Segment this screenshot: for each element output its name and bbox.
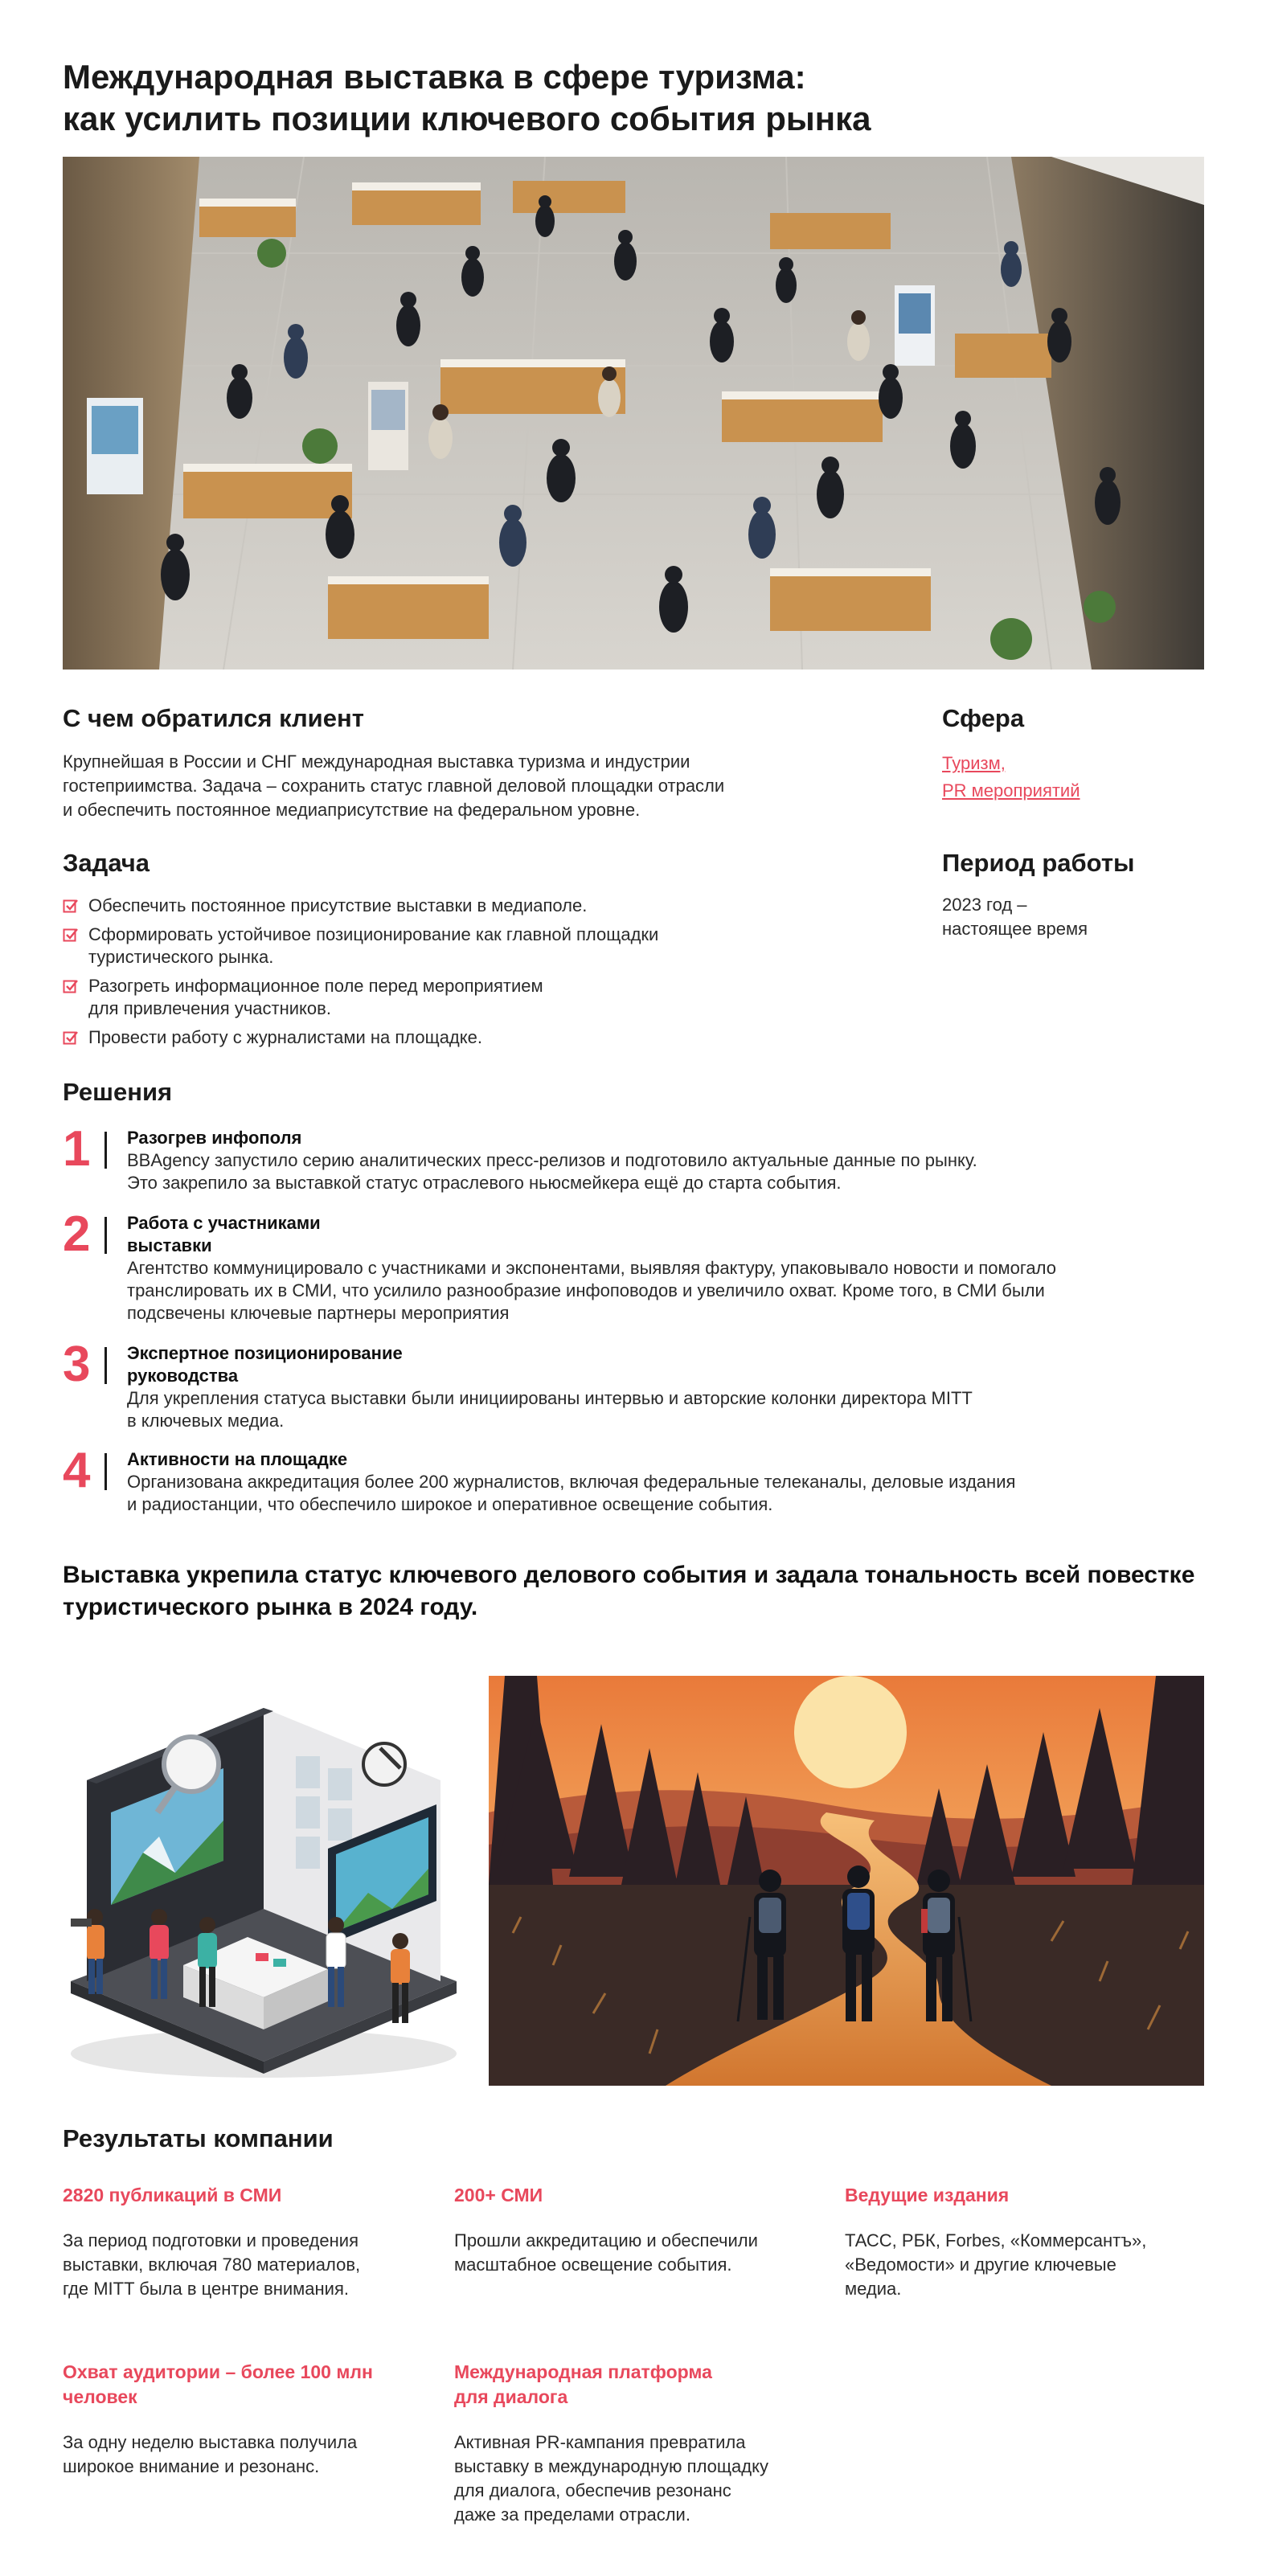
solution-divider [104,1347,107,1384]
solution-item [63,1337,1204,1432]
checkbox-checked-icon [63,898,79,914]
checkbox-checked-icon [63,927,79,943]
solution-number: 1 [63,1121,91,1177]
page-title-line-2: как усилить позиции ключевого события рынка [63,100,871,137]
solution-title-line-2: руководства [127,1366,239,1386]
result-title: 2820 публикаций в СМИ [63,2185,282,2205]
solution-item [63,1443,1204,1516]
result-description: Активная PR-кампания превратила выставку в международную площадку для диалога, обеспечив резонанс даже за пределами отрасли. [454,2432,768,2525]
conclusion-line-1: Выставка укрепила статус ключевого делового события и задала тональность всей повестке [63,1562,1195,1588]
work-period-value [942,893,1199,941]
checkbox-checked-icon [63,978,79,994]
solution-divider [104,1453,107,1490]
result-card [63,2183,432,2301]
client-request-line-1: Крупнейшая в России и СНГ международная выставка туризма и индустрии [63,752,690,772]
result-title: Охват аудитории – более 100 млн человек [63,2361,373,2407]
solution-title: Активности на площадке [127,1449,348,1469]
hero-exhibition-photo [63,157,1204,670]
client-request-text [63,750,867,822]
result-description: За одну неделю выставка получила широкое внимание и резонанс. [63,2432,358,2476]
task-section [63,848,867,1055]
sphere-section [942,703,1199,805]
solution-number: 3 [63,1337,91,1392]
solution-divider [104,1132,107,1169]
solution-text-line: Агентство коммуницировало с участниками и экспонентами, выявляя фактуру, упаковывало новости и помогало [127,1258,1056,1278]
solution-item [63,1121,1204,1194]
task-item: Обеспечить постоянное присутствие выставки в медиаполе. [63,895,867,917]
solution-text-line: Для укрепления статуса выставки были инициированы интервью и авторские колонки директора MITT [127,1388,973,1408]
solution-text-line: BBAgency запустило серию аналитических пресс-релизов и подготовило актуальные данные по рынку. [127,1150,977,1170]
solution-title: Разогрев инфополя [127,1128,302,1148]
task-heading: Задача [63,849,150,877]
work-period-heading: Период работы [942,849,1135,877]
results-section [63,2123,1204,2525]
task-item: Провести работу с журналистами на площадке. [63,1026,867,1049]
solution-title: Работа с участниками [127,1213,321,1233]
task-item: Сформировать устойчивое позиционирование как главной площадки туристического рынка. [63,924,867,969]
work-period-section [942,848,1199,941]
client-request-line-3: и обеспечить постоянное медиаприсутствие на федеральном уровне. [63,800,641,820]
page-title-line-1: Международная выставка в сфере туризма: [63,58,806,96]
result-title: Ведущие издания [845,2185,1010,2205]
conclusion-statement [63,1559,1204,1624]
solution-title: Экспертное позиционирование [127,1343,403,1363]
solution-text-line: и радиостанции, что обеспечило широкое и оперативное освещение события. [127,1494,773,1514]
result-title: 200+ СМИ [454,2185,543,2205]
result-description: За период подготовки и проведения выставки, включая 780 материалов, где MITT была в центре внимания. [63,2230,361,2299]
checkbox-checked-icon [63,1030,79,1046]
client-request-section [63,703,867,822]
solutions-section [63,1077,1204,1514]
result-card [454,2360,824,2527]
solution-text-line: Это закрепило за выставкой статус отраслевого ньюсмейкера ещё до старта события. [127,1173,842,1193]
solution-text-line: в ключевых медиа. [127,1411,285,1431]
task-list [63,895,867,1049]
sphere-link-tourism[interactable]: Туризм, [942,753,1006,773]
work-period-line-1: 2023 год – [942,895,1027,915]
result-card [63,2360,432,2479]
conclusion-line-2: туристического рынка в 2024 году. [63,1594,478,1620]
solution-text-line: транслировать их в СМИ, что усилило разнообразие инфоповодов и увеличило охват. Кроме того, в СМИ были [127,1280,1045,1300]
solution-divider [104,1217,107,1254]
solution-number: 2 [63,1206,91,1262]
result-description: Прошли аккредитацию и обеспечили масштабное освещение события. [454,2230,758,2275]
sphere-heading: Сфера [942,704,1025,732]
solution-text-line: подсвечены ключевые партнеры мероприятия [127,1303,510,1323]
result-description: ТАСС, РБК, Forbes, «Коммерсантъ», «Ведомости» и другие ключевые медиа. [845,2230,1147,2299]
solution-text-line: Организована аккредитация более 200 журналистов, включая федеральные телеканалы, деловые издания [127,1472,1016,1492]
sphere-link-event-pr[interactable]: PR мероприятий [942,780,1080,801]
client-request-line-2: гостеприимства. Задача – сохранить статус главной деловой площадки отрасли [63,776,725,796]
solution-number: 4 [63,1443,91,1498]
solution-title-line-2: выставки [127,1235,212,1255]
client-request-heading: С чем обратился клиент [63,704,364,732]
page-title [63,56,1204,140]
results-heading: Результаты компании [63,2124,334,2152]
task-item: Разогреть информационное поле перед мероприятием для привлечения участников. [63,975,867,1020]
exhibition-booth-illustration [63,1676,465,2086]
result-title: Международная платформа для диалога [454,2361,712,2407]
result-card [845,2183,1215,2301]
solution-item [63,1206,1204,1325]
solutions-heading: Решения [63,1078,173,1106]
hikers-sunset-illustration [489,1676,1204,2086]
work-period-line-2: настоящее время [942,919,1088,939]
result-card [454,2183,824,2277]
